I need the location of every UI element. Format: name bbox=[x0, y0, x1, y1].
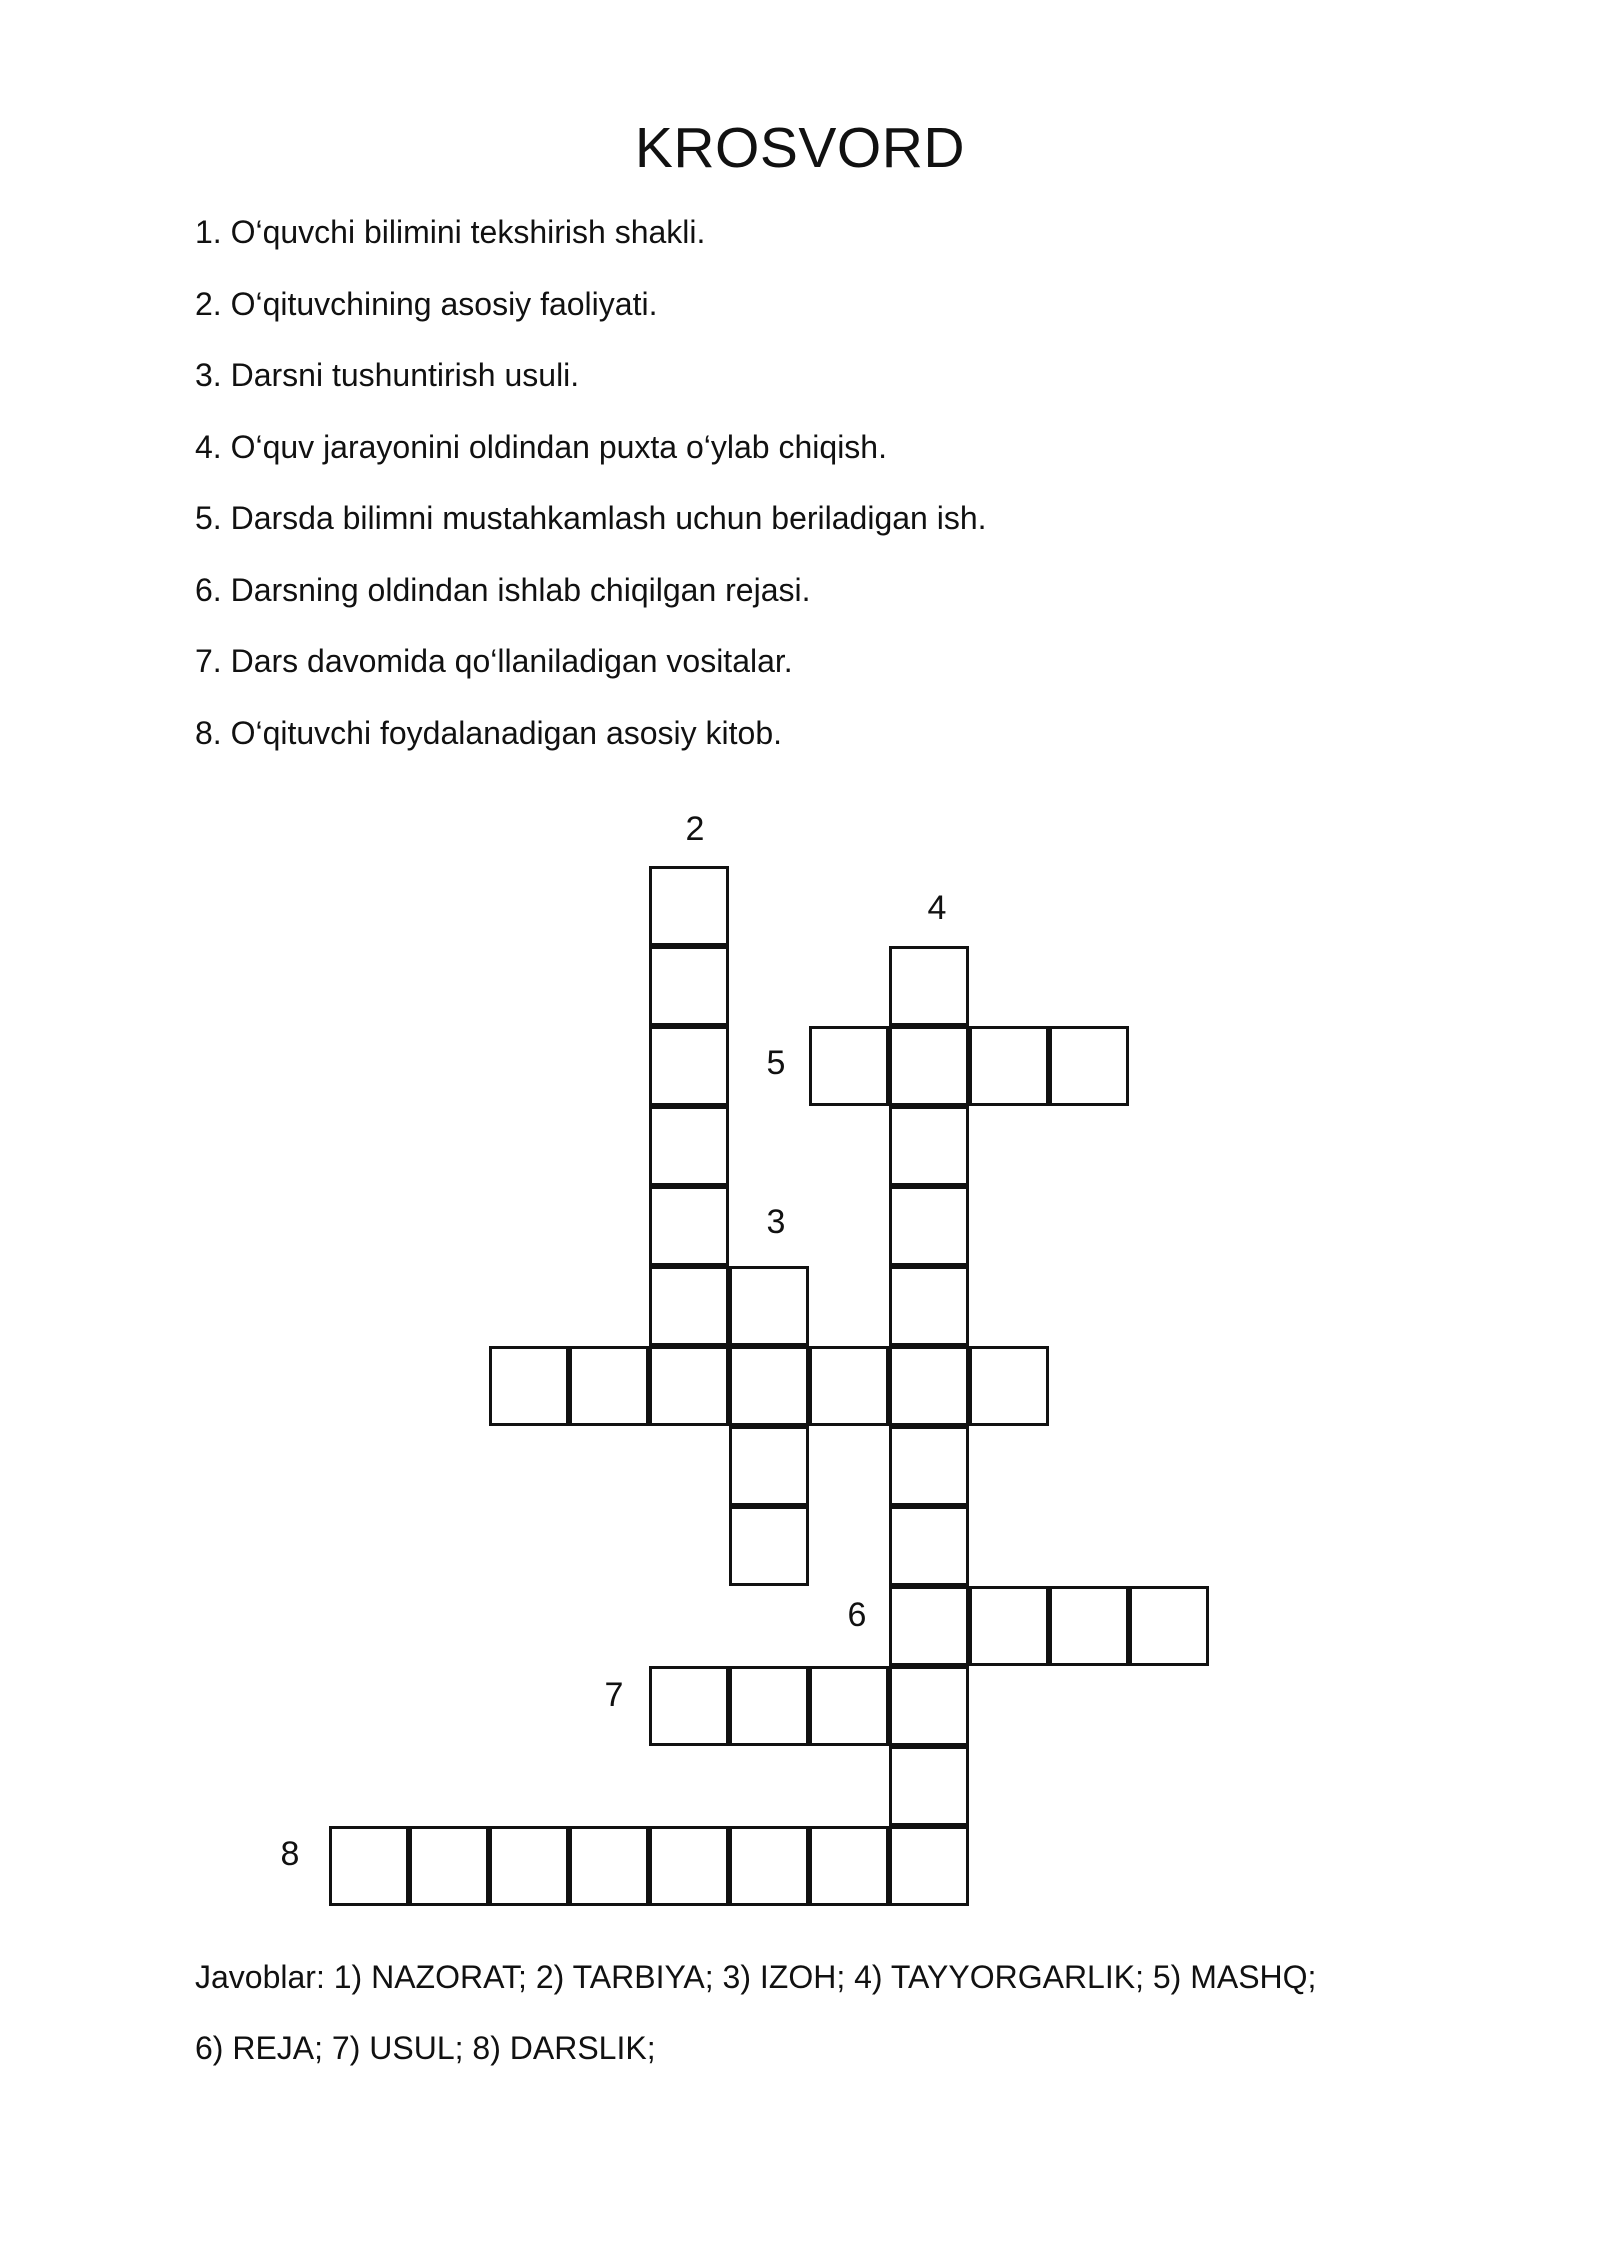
crossword-cell[interactable] bbox=[729, 1826, 809, 1906]
crossword-cell[interactable] bbox=[1049, 1586, 1129, 1666]
crossword-cell[interactable] bbox=[729, 1506, 809, 1586]
clue-8: 8. O‘qituvchi foydalanadigan asosiy kitob. bbox=[195, 714, 783, 751]
clue-7: 7. Dars davomida qo‘llaniladigan vositalar. bbox=[195, 643, 793, 679]
crossword-cell[interactable] bbox=[649, 1026, 729, 1106]
crossword-cell[interactable] bbox=[649, 866, 729, 946]
crossword-cell[interactable] bbox=[489, 1346, 569, 1426]
crossword-cell[interactable] bbox=[649, 1666, 729, 1746]
clue-5: 5. Darsda bilimni mustahkamlash uchun beriladigan ish. bbox=[195, 500, 987, 536]
crossword-cell[interactable] bbox=[969, 1586, 1049, 1666]
page-title: KROSVORD bbox=[634, 116, 966, 180]
crossword-cell[interactable] bbox=[889, 1026, 969, 1106]
grid-number-7: 7 bbox=[604, 1676, 624, 1714]
grid-number-5: 5 bbox=[766, 1044, 786, 1082]
crossword-cell[interactable] bbox=[729, 1266, 809, 1346]
crossword-cell[interactable] bbox=[889, 1346, 969, 1426]
crossword-cell[interactable] bbox=[889, 1106, 969, 1186]
crossword-cell[interactable] bbox=[889, 1746, 969, 1826]
crossword-cell[interactable] bbox=[889, 1506, 969, 1586]
crossword-cell[interactable] bbox=[569, 1826, 649, 1906]
crossword-cell[interactable] bbox=[649, 1826, 729, 1906]
crossword-cell[interactable] bbox=[809, 1026, 889, 1106]
answers-block bbox=[195, 1942, 1316, 2084]
crossword-cell[interactable] bbox=[649, 1266, 729, 1346]
clue-4: 4. O‘quv jarayonini oldindan puxta o‘ylab chiqish. bbox=[195, 428, 887, 465]
crossword-cell[interactable] bbox=[729, 1346, 809, 1426]
crossword-cell[interactable] bbox=[649, 1106, 729, 1186]
clue-2: 2. O‘qituvchining asosiy faoliyati. bbox=[195, 285, 658, 322]
clue-list bbox=[195, 212, 987, 784]
clue-3: 3. Darsni tushuntirish usuli. bbox=[195, 357, 580, 393]
crossword-cell[interactable] bbox=[889, 1186, 969, 1266]
crossword-cell[interactable] bbox=[889, 1266, 969, 1346]
crossword-cell[interactable] bbox=[1049, 1026, 1129, 1106]
crossword-cell[interactable] bbox=[969, 1346, 1049, 1426]
answers-line-1: Javoblar: 1) NAZORAT; 2) TARBIYA; 3) IZOH; 4) TAYYORGARLIK; 5) MASHQ; bbox=[195, 1959, 1317, 1995]
crossword-cell[interactable] bbox=[889, 1666, 969, 1746]
crossword-cell[interactable] bbox=[809, 1826, 889, 1906]
crossword-cell[interactable] bbox=[489, 1826, 569, 1906]
crossword-cell[interactable] bbox=[889, 1426, 969, 1506]
crossword-cell[interactable] bbox=[649, 1186, 729, 1266]
clue-6: 6. Darsning oldindan ishlab chiqilgan rejasi. bbox=[195, 571, 811, 608]
crossword-cell[interactable] bbox=[729, 1666, 809, 1746]
crossword-cell[interactable] bbox=[649, 1346, 729, 1426]
crossword-cell[interactable] bbox=[409, 1826, 489, 1906]
crossword-cell[interactable] bbox=[729, 1426, 809, 1506]
grid-number-3: 3 bbox=[766, 1203, 786, 1241]
answers-line-2: 6) REJA; 7) USUL; 8) DARSLIK; bbox=[195, 2030, 656, 2066]
grid-number-4: 4 bbox=[927, 889, 947, 927]
crossword-cell[interactable] bbox=[969, 1026, 1049, 1106]
crossword-cell[interactable] bbox=[329, 1826, 409, 1906]
grid-number-2: 2 bbox=[685, 810, 705, 848]
crossword-cell[interactable] bbox=[889, 1826, 969, 1906]
grid-number-8: 8 bbox=[280, 1835, 300, 1873]
crossword-cell[interactable] bbox=[569, 1346, 649, 1426]
crossword-cell[interactable] bbox=[889, 946, 969, 1026]
crossword-cell[interactable] bbox=[809, 1346, 889, 1426]
crossword-cell[interactable] bbox=[809, 1666, 889, 1746]
grid-number-6: 6 bbox=[847, 1596, 867, 1634]
crossword-cell[interactable] bbox=[889, 1586, 969, 1666]
crossword-cell[interactable] bbox=[1129, 1586, 1209, 1666]
crossword-cell[interactable] bbox=[649, 946, 729, 1026]
clue-1: 1. O‘quvchi bilimini tekshirish shakli. bbox=[195, 214, 706, 250]
